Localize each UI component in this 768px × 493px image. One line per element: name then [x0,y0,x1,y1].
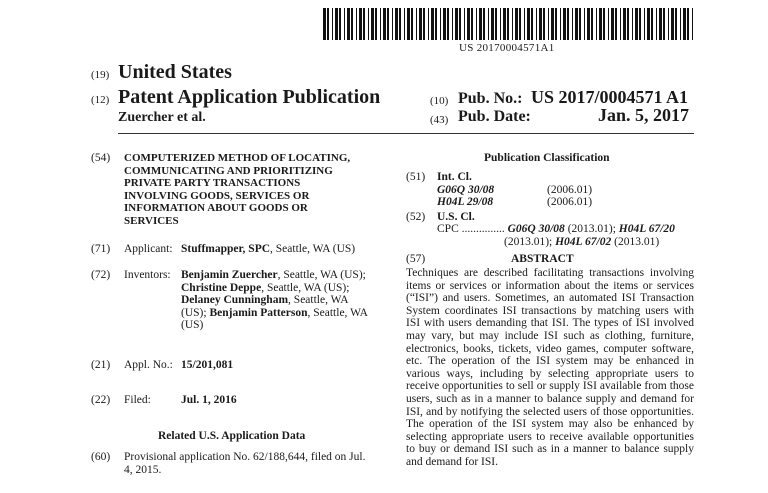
barcode-bar [567,8,569,40]
inventor-short: Zuercher et al. [118,110,206,125]
pub-date: Jan. 5, 2017 [598,105,690,125]
barcode-bar [332,8,333,40]
barcode-bar [423,8,425,40]
appl-code: (21) [91,359,111,371]
applicant-code: (71) [91,243,111,255]
barcode-bar [519,8,521,40]
barcode-bar [651,8,653,40]
abstract-code: (57) [406,253,426,265]
barcode-bar [339,8,341,40]
provisional-application [124,451,386,476]
barcode-image [323,8,696,40]
barcode-bar [584,8,585,40]
barcode-bar [527,8,530,40]
country-code: (19) [91,69,110,81]
barcode-bar [419,8,422,40]
cpc-prefix: CPC ............... [437,223,505,235]
cpc-date: (2013.01); [504,235,553,248]
barcode-bar [479,8,482,40]
barcode-bar [683,8,686,40]
barcode-bar [335,8,338,40]
intcl-code: (51) [406,171,426,183]
barcode-bar [471,8,473,40]
inventor-name: Christine Deppe [181,281,262,294]
barcode-bar [327,8,329,40]
barcode-bar [627,8,629,40]
barcode-bar [620,8,621,40]
barcode-bar [503,8,506,40]
filed-label: Filed: [124,394,151,406]
title-code: (54) [91,152,111,164]
appl-label: Appl. No.: [124,359,173,371]
barcode-bar [555,8,557,40]
intcl-class: H04L 29/08 [437,196,494,208]
barcode-bar [435,8,437,40]
barcode-bar [467,8,470,40]
barcode-bar [416,8,417,40]
barcode-bar [371,8,374,40]
pub-no-label: Pub. No.: [458,90,523,107]
barcode-bar [459,8,461,40]
barcode-bar [659,8,662,40]
barcode-bar [411,8,413,40]
barcode-bar [380,8,381,40]
inventors-label: Inventors: [124,269,171,281]
pub-no-code: (10) [430,95,449,107]
inventor-line [181,319,386,332]
barcode-bar [387,8,389,40]
barcode-bar [668,8,669,40]
cpc-date: (2013.01); [567,223,616,235]
intcl-label: Int. Cl. [437,171,472,183]
cpc-line [437,236,697,249]
barcode-bar [395,8,398,40]
header-rule [118,133,694,134]
barcode-bar [575,8,578,40]
title-line: COMPUTERIZED METHOD OF LOCATING, [124,152,351,164]
intcl-class: G06Q 30/08 [437,184,495,196]
barcode-number: US 20170004571A1 [459,42,555,54]
barcode-bar [591,8,593,40]
barcode-bar [587,8,590,40]
barcode-bar [392,8,393,40]
barcode-bar [464,8,465,40]
uscl-code: (52) [406,211,426,223]
barcode-bar [491,8,494,40]
barcode-bar [507,8,509,40]
barcode-bar [452,8,453,40]
barcode-bar [323,8,326,40]
barcode-bar [476,8,477,40]
applicant [181,243,355,256]
type-code: (12) [91,94,110,106]
inventor-name: Benjamin Zuercher [181,269,278,281]
barcode-bar [663,8,665,40]
intcl-date: (2006.01) [547,196,593,208]
cpc-class: G06Q 30/08 [507,223,565,235]
barcode-bar [536,8,537,40]
barcode-bar [572,8,573,40]
filed-code: (22) [91,394,111,406]
barcode-bar [375,8,377,40]
cpc-classification [437,223,697,248]
title-line: PRIVATE PARTY TRANSACTIONS [124,177,301,190]
barcode-bar [447,8,449,40]
barcode-bar [524,8,525,40]
inventors-list [181,269,386,332]
barcode-bar [363,8,365,40]
inventor-location: , Seattle, WA [307,306,368,319]
pub-no: US 2017/0004571 A1 [531,87,689,107]
applicant-location: , Seattle, WA (US) [270,243,356,255]
applicant-label: Applicant: [124,243,173,255]
prov-code: (60) [91,451,111,463]
barcode-bar [687,8,689,40]
uscl-label: U.S. Cl. [437,211,475,223]
inventor-line [181,282,386,295]
barcode-bar [368,8,369,40]
barcode-bar [359,8,362,40]
barcode-bar [515,8,518,40]
barcode-bar [500,8,501,40]
inventor-line [181,269,386,282]
barcode-bar [639,8,641,40]
barcode-bar [608,8,609,40]
barcode-bar [635,8,638,40]
barcode-bar [579,8,581,40]
inventors-code: (72) [91,269,111,281]
barcode-bar [488,8,489,40]
barcode-bar [407,8,410,40]
invention-title [124,152,384,228]
barcode-bar [347,8,350,40]
barcode-bar [455,8,458,40]
cpc-class: H04L 67/20 [618,223,675,235]
inventor-name: Benjamin Patterson [209,306,308,319]
abstract-body: Techniques are described facilitating transactions involving items or services or information about the items or services (“ISI”) and users. Sometimes, an automated ISI Transaction System coordinates ISI transactions by matching users with ISI with users demanding that ISI. The types of ISI involved may vary, but may include ISI such as clothing, furniture, electronics, books, tickets, video games, computer software, etc. The operation of the ISI system may be enhanced in various ways, including by selecting appropriate users to receive opportunities to sell or supply ISI available from those users, such as in a manner to balance supply and demand for ISI, and by notifying the selected users of those opportunities. The operation of the ISI system may also be enhanced by selecting appropriate users to receive available opportunities to buy or demand ISI such as in a manner to balance supply and demand for ISI. [406,267,694,468]
inventor-location: , Seattle, WA [288,294,349,307]
barcode-bar [512,8,513,40]
barcode-bar [344,8,345,40]
title-line: COMMUNICATING AND PRIORITIZING [124,164,333,177]
barcode-bar [431,8,434,40]
barcode-bar [399,8,401,40]
barcode-bar [495,8,497,40]
barcode-bar [611,8,614,40]
barcode-bar [599,8,602,40]
barcode-bar [443,8,446,40]
inventor-name: Delaney Cunningham [181,294,289,307]
barcode-bar [656,8,657,40]
barcode-bar [680,8,681,40]
barcode-bar [675,8,677,40]
cpc-class: H04L 67/02 [555,235,612,248]
inventor-line [181,294,386,307]
barcode-bar [356,8,357,40]
barcode-bar [483,8,485,40]
pub-date-label: Pub. Date: [458,108,531,125]
barcode-bar [404,8,405,40]
barcode-bar [563,8,566,40]
cpc-date: (2013.01) [614,235,660,248]
barcode-bar [615,8,617,40]
related-heading: Related U.S. Application Data [158,430,306,442]
inventor-prefix: (US) [181,319,204,332]
appl-no: 15/201,081 [181,359,234,371]
cpc-line [437,223,697,236]
intcl-date: (2006.01) [547,184,593,196]
prov-line: 4, 2015. [124,463,162,476]
barcode-bar [428,8,429,40]
barcode-bar [596,8,597,40]
filed-date: Jul. 1, 2016 [181,394,237,406]
title-line: INFORMATION ABOUT GOODS OR [124,202,308,215]
classification-heading: Publication Classification [484,152,610,164]
barcode-bar [632,8,633,40]
barcode-bar [560,8,561,40]
barcode-bar [383,8,386,40]
barcode-bar [551,8,554,40]
barcode-bar [440,8,441,40]
title-line: INVOLVING GOODS, SERVICES OR [124,189,310,202]
barcode-bar [543,8,545,40]
barcode-bar [603,8,605,40]
barcode-bar [351,8,353,40]
inventor-location: , Seattle, WA (US); [277,269,366,281]
barcode-bar [647,8,650,40]
barcode-bar [692,8,693,40]
barcode-bar [671,8,674,40]
document-type: Patent Application Publication [118,86,381,108]
inventor-prefix: (US); [181,306,210,319]
country: United States [118,61,232,83]
applicant-name: Stuffmapper, SPC [181,243,271,255]
barcode-bar [531,8,533,40]
barcode-bar [548,8,549,40]
barcode-bar [644,8,645,40]
barcode-bar [623,8,626,40]
abstract-heading: ABSTRACT [511,253,574,265]
barcode-bar [539,8,542,40]
pub-date-code: (43) [430,114,449,126]
inventor-location: , Seattle, WA (US); [261,281,350,294]
inventor-line [181,307,386,320]
prov-line: Provisional application No. 62/188,644, filed on Jul. [124,451,366,463]
title-line: SERVICES [124,214,179,227]
